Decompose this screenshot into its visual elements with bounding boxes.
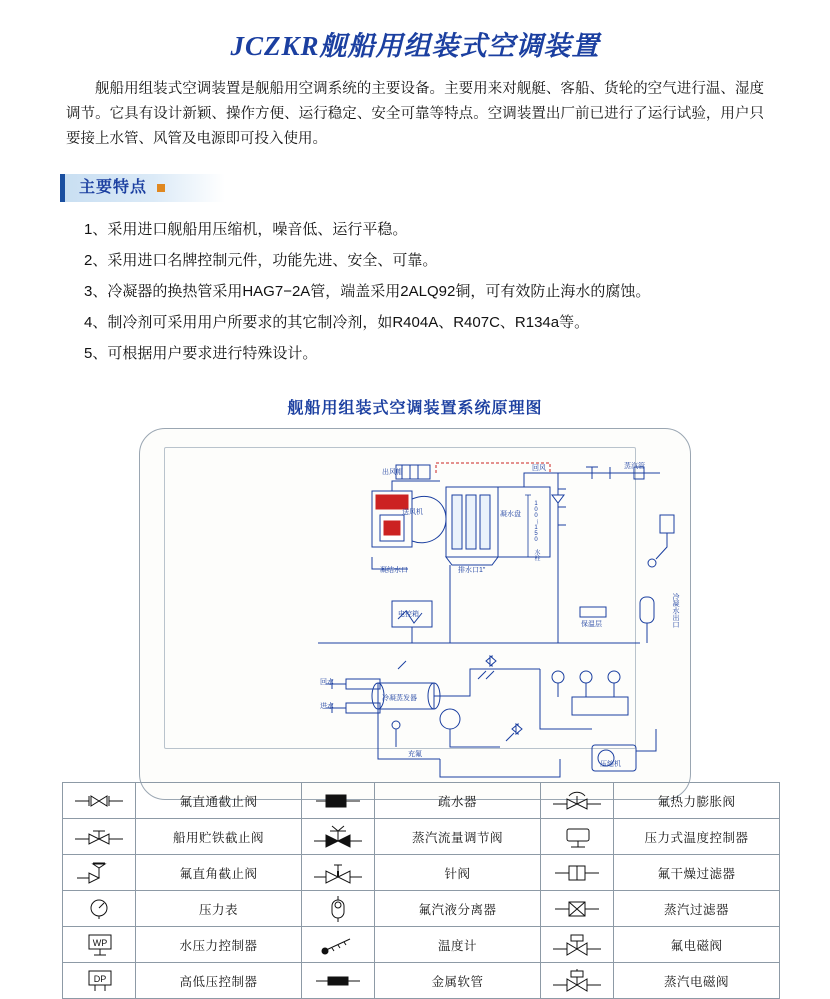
thermal-expansion-valve-icon [541,783,614,819]
diagram-label: 凝结水口 [380,567,408,574]
list-item: 1、采用进口舰船用压缩机，噪音低、运行平稳。 [84,221,408,238]
thermometer-icon [302,927,375,963]
diagram-label: 保温层 [581,621,602,628]
legend-label: 高低压控制器 [136,963,302,999]
legend-label: 氟直角截止阀 [136,855,302,891]
table-row [63,819,780,855]
pressure-gauge-icon [63,891,136,927]
diagram-label: 压缩机 [600,761,621,768]
legend-label: 蒸汽电磁阀 [614,963,780,999]
diagram-label: 排水口1" [458,567,486,574]
legend-table [62,782,780,999]
legend-label: 蒸汽过滤器 [614,891,780,927]
banner-decoration-icon [157,184,165,192]
feature-banner [60,174,830,204]
legend-label: 压力式温度控制器 [614,819,780,855]
list-item: 2、采用进口名牌控制元件，功能先进、安全、可靠。 [84,252,438,269]
legend-label: 水压力控制器 [136,927,302,963]
diagram-label: 冷凝蒸发器 [382,695,417,702]
legend-label: 压力表 [136,891,302,927]
marine-cast-iron-stop-valve-icon [63,819,136,855]
fluorine-solenoid-valve-icon [541,927,614,963]
needle-valve-icon [302,855,375,891]
water-pressure-controller-icon [63,927,136,963]
intro-paragraph: 舰船用组装式空调装置是舰船用空调系统的主要设备。主要用来对舰艇、客船、货轮的空气进行温、湿度调节。它具有设计新颖、操作方便、运行稳定、安全可靠等特点。空调装置出厂前已进行了运行试验，用户只要接上水管、风管及电源即可投入使用。 [66,81,764,147]
legend-label: 疏水器 [375,783,541,819]
table-row [63,891,780,927]
diagram-label: 蒸汽管 [624,463,645,470]
legend-label: 氟电磁阀 [614,927,780,963]
steam-filter-icon [541,891,614,927]
gas-liquid-separator-icon [302,891,375,927]
diagram-label: 送风机 [402,509,423,516]
page-title: JCZKR舰船用组装式空调装置 [230,31,600,61]
feature-list [84,214,830,369]
diagram-label: 出风帽 [382,469,403,476]
diagram-label: 凝水盘 [500,511,521,518]
list-item: 3、冷凝器的换热管采用HAG7−2A管，端盖采用2ALQ92铜，可有效防止海水的腐蚀。 [84,283,651,300]
diagram-label: 冷凝水出口 [672,593,679,628]
fluorine-dryer-filter-icon [541,855,614,891]
legend-label: 氟汽液分离器 [375,891,541,927]
list-item: 4、制冷剂可采用用户所要求的其它制冷剂，如R404A、R407C、R134a等。 [84,314,590,331]
diagram-label: 电控箱 [398,611,419,618]
page [0,24,830,997]
legend-label: 金属软管 [375,963,541,999]
steam-flow-control-valve-icon [302,819,375,855]
diagram-label: 充氟 [408,751,422,758]
system-schematic-diagram [139,428,691,800]
legend-label: 蒸汽流量调节阀 [375,819,541,855]
table-row [63,855,780,891]
legend-label: 温度计 [375,927,541,963]
diagram-title: 舰船用组装式空调装置系统原理图 [287,400,543,417]
steam-solenoid-valve-icon [541,963,614,999]
table-row [63,927,780,963]
diagram-label: 100～150 水柱 [533,501,539,561]
legend-label: 针阀 [375,855,541,891]
pressure-type-temperature-controller-icon [541,819,614,855]
svg-text:WP: WP [92,937,108,948]
metal-hose-icon [302,963,375,999]
diagram-label: 进水 [320,703,334,710]
legend-label: 氟热力膨胀阀 [614,783,780,819]
table-row [63,783,780,819]
table-row [63,963,780,999]
legend-label: 船用贮铁截止阀 [136,819,302,855]
legend-label: 氟干燥过滤器 [614,855,780,891]
list-item: 5、可根据用户要求进行特殊设计。 [84,345,318,362]
steam-trap-icon [302,783,375,819]
feature-banner-label: 主要特点 [79,179,148,196]
svg-text:DP: DP [93,973,107,984]
diagram-label: 回风 [532,465,546,472]
diagram-label: 回水 [320,679,334,686]
legend-label: 氟直通截止阀 [136,783,302,819]
globe-stop-valve-icon [63,783,136,819]
angle-stop-valve-icon [63,855,136,891]
high-low-pressure-controller-icon [63,963,136,999]
